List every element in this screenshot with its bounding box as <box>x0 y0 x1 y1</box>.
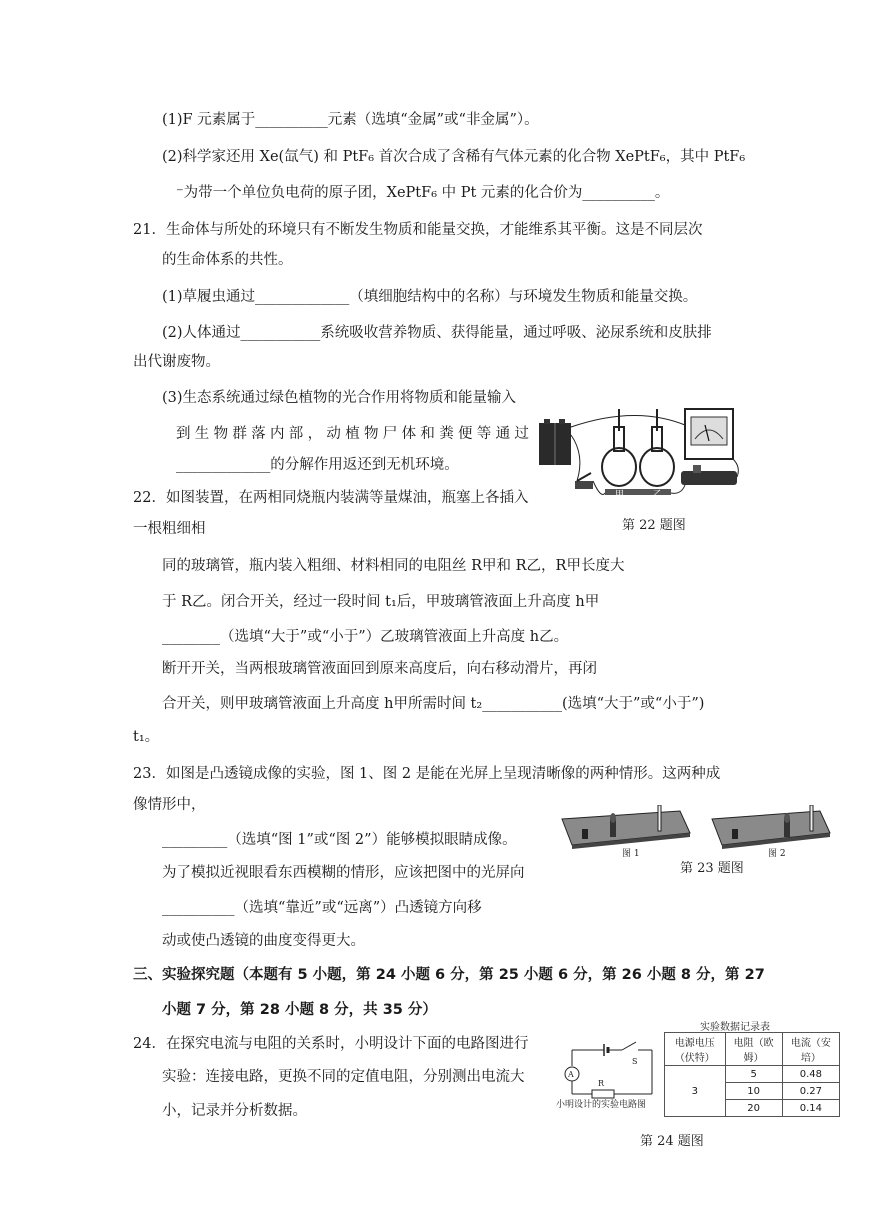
circuit-caption: 小明设计的实验电路图 <box>556 1100 647 1110</box>
header-current: 电流（安培） <box>782 1033 839 1066</box>
q22-line3: 同的玻璃管，瓶内装入粗细、材料相同的电阻丝 R甲和 R乙，R甲长度大 <box>162 558 625 574</box>
q23-stem-cont: 像情形中， <box>133 797 206 813</box>
q23-line5: __________（选填“靠近”或“远离”）凸透镜方向移 <box>162 900 482 916</box>
q21-part2: (2)人体通过___________系统吸收营养物质、获得能量，通过呼吸、泌尿系统和皮肤排 <box>162 325 712 341</box>
cell-resistance: 10 <box>725 1083 782 1100</box>
q21-part1: (1)草履虫通过_____________（填细胞结构中的名称）与环境发生物质和能量交换。 <box>162 289 698 305</box>
q22-line7: 合开关，则甲玻璃管液面上升高度 h甲所需时间 t₂___________(选填“大于”或“小于”) <box>162 696 705 712</box>
q22-stem-cont: 一根粗细相 <box>133 521 206 537</box>
q21-part3-cont2: _____________的分解作用返还到无机环境。 <box>176 457 459 473</box>
fig23-label-2: 图 2 <box>768 849 786 859</box>
fig24-caption: 第 24 题图 <box>640 1134 704 1149</box>
q23-line3: _________（选填“图 1”或“图 2”）能够模拟眼睛成像。 <box>162 832 517 848</box>
fig23-label-1: 图 1 <box>622 849 640 859</box>
record-table-title: 实验数据记录表 <box>700 1022 770 1033</box>
header-resistance: 电阻（欧姆） <box>725 1033 782 1066</box>
q21-stem: 21．生命体与所处的环境只有不断发生物质和能量交换，才能维系其平衡。这是不同层次 <box>133 222 703 238</box>
section3-heading-cont: 小题 7 分，第 28 小题 8 分，共 35 分） <box>162 1002 437 1018</box>
switch-label: S <box>632 1057 638 1066</box>
q21-stem-cont: 的生命体系的共性。 <box>162 252 293 268</box>
fig22-caption: 第 22 题图 <box>622 518 686 533</box>
q22-line8: t₁。 <box>133 729 160 745</box>
table-header-row <box>665 1033 840 1066</box>
q22-line6: 断开开关，当两根玻璃管液面回到原来高度后，向右移动滑片，再闭 <box>162 661 597 677</box>
table-row <box>665 1066 840 1083</box>
fig22-apparatus <box>535 405 745 510</box>
cell-resistance: 5 <box>725 1066 782 1083</box>
header-voltage: 电源电压（伏特） <box>665 1033 726 1066</box>
q24-stem: 24．在探究电流与电阻的关系时，小明设计下面的电路图进行 <box>133 1036 529 1052</box>
q23-stem: 23．如图是凸透镜成像的实验，图 1、图 2 是能在光屏上呈现清晰像的两种情形。这两种成 <box>133 766 721 782</box>
cell-current: 0.48 <box>782 1066 839 1083</box>
q23-line6: 动或使凸透镜的曲度变得更大。 <box>162 933 365 949</box>
q21-part3-cont: 到生物群落内部，动植物尸体和粪便等通过 <box>176 426 534 442</box>
cell-current: 0.14 <box>782 1100 839 1117</box>
resistor-label: R <box>598 1079 605 1088</box>
fig23-benches <box>552 805 842 851</box>
q24-stem-cont2: 小，记录并分析数据。 <box>162 1103 307 1119</box>
flask-label-jia: 甲 <box>615 490 625 500</box>
q20-part2-cont: ⁻为带一个单位负电荷的原子团，XePtF₆ 中 Pt 元素的化合价为__________。 <box>176 185 670 201</box>
q20-part2: (2)科学家还用 Xe(氙气) 和 PtF₆ 首次合成了含稀有气体元素的化合物 XePtF₆，其中 PtF₆ <box>162 149 746 165</box>
q22-line5: ________（选填“大于”或“小于”）乙玻璃管液面上升高度 h乙。 <box>162 629 569 645</box>
q24-stem-cont: 实验：连接电路，更换不同的定值电阻，分别测出电流大 <box>162 1069 525 1085</box>
cell-resistance: 20 <box>725 1100 782 1117</box>
q21-part2-cont: 出代谢废物。 <box>133 354 220 370</box>
q20-part1: (1)F 元素属于__________元素（选填“金属”或“非金属”）。 <box>162 112 539 128</box>
q22-stem: 22．如图装置，在两相同烧瓶内装满等量煤油，瓶塞上各插入 <box>133 490 529 506</box>
cell-current: 0.27 <box>782 1083 839 1100</box>
meter-label: A <box>568 1070 574 1079</box>
section3-heading: 三、实验探究题（本题有 5 小题，第 24 小题 6 分，第 25 小题 6 分，第 26 小题 8 分，第 27 <box>133 967 765 983</box>
cell-voltage: 3 <box>665 1066 726 1117</box>
flask-label-yi: 乙 <box>653 490 663 500</box>
q23-line4: 为了模拟近视眼看东西模糊的情形，应该把图中的光屏向 <box>162 865 525 881</box>
fig23-caption: 第 23 题图 <box>680 861 744 876</box>
q21-part3: (3)生态系统通过绿色植物的光合作用将物质和能量输入 <box>162 390 517 406</box>
q22-line4: 于 R乙。闭合开关，经过一段时间 t₁后，甲玻璃管液面上升高度 h甲 <box>162 594 600 610</box>
record-table <box>664 1032 840 1117</box>
